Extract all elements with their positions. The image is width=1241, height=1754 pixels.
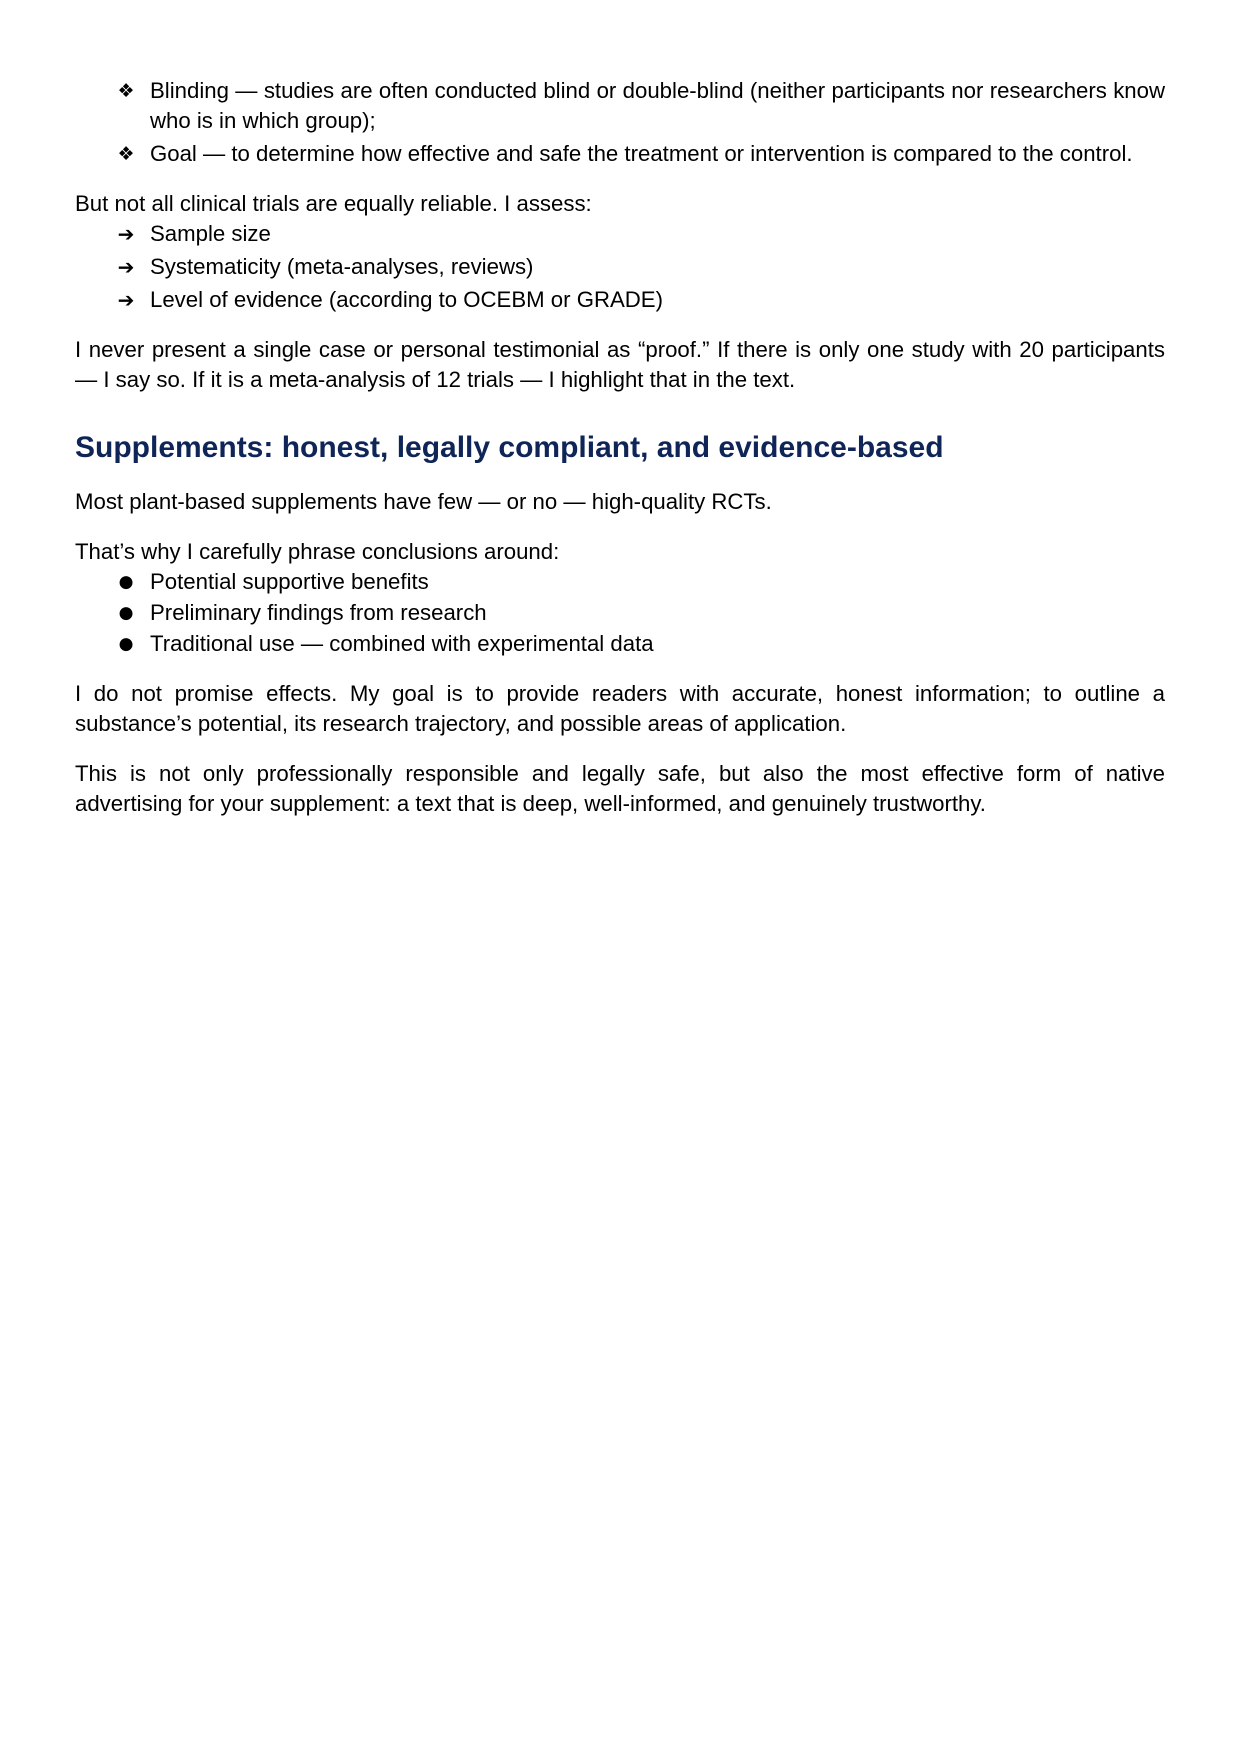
conclusion-list xyxy=(75,567,1165,659)
list-item xyxy=(75,598,1165,628)
proof-paragraph: I never present a single case or personal testimonial as “proof.” If there is only one study with 20 participants — I say so. If it is a meta-analysis of 12 trials — I highlight that in the text. xyxy=(75,337,1165,392)
dot-bullet-icon: ● xyxy=(118,572,134,592)
list-item-text: Preliminary findings from research xyxy=(150,600,487,625)
dot-bullet-icon: ● xyxy=(118,634,134,654)
list-item xyxy=(75,219,1165,249)
promise-paragraph: I do not promise effects. My goal is to provide readers with accurate, honest information; to outline a substance’s potential, its research trajectory, and possible areas of application. xyxy=(75,681,1165,736)
arrow-bullet-icon: ➔ xyxy=(117,288,135,312)
list-item-text: Level of evidence (according to OCEBM or GRADE) xyxy=(150,287,663,312)
section-heading: Supplements: honest, legally compliant, and evidence-based xyxy=(75,431,944,464)
list-item xyxy=(75,629,1165,659)
list-item xyxy=(75,76,1165,136)
arrow-bullet-icon: ➔ xyxy=(117,255,135,279)
list-item-text: Blinding — studies are often conducted blind or double-blind (neither participants nor researchers know who is in which group); xyxy=(150,78,1165,133)
phrase-paragraph: That’s why I carefully phrase conclusions around: xyxy=(75,539,560,564)
arrow-bullet-icon: ➔ xyxy=(117,222,135,246)
assess-criteria-list xyxy=(75,219,1165,315)
list-item xyxy=(75,139,1165,169)
dot-bullet-icon: ● xyxy=(118,603,134,623)
list-item-text: Systematicity (meta-analyses, reviews) xyxy=(150,254,534,279)
list-item xyxy=(75,567,1165,597)
list-item-text: Sample size xyxy=(150,221,271,246)
list-item xyxy=(75,285,1165,315)
native-advertising-paragraph: This is not only professionally responsible and legally safe, but also the most effective form of native advertising for your supplement: a text that is deep, well-informed, and genuinely trustworthy. xyxy=(75,761,1165,816)
list-item-text: Potential supportive benefits xyxy=(150,569,429,594)
methodology-bullet-list xyxy=(75,76,1165,169)
list-item-text: Traditional use — combined with experimental data xyxy=(150,631,654,656)
rcts-paragraph: Most plant-based supplements have few — or no — high-quality RCTs. xyxy=(75,489,772,514)
list-item xyxy=(75,252,1165,282)
assess-paragraph: But not all clinical trials are equally reliable. I assess: xyxy=(75,191,592,216)
diamond-bullet-icon: ❖ xyxy=(117,143,135,165)
list-item-text: Goal — to determine how effective and safe the treatment or intervention is compared to the control. xyxy=(150,141,1133,166)
diamond-bullet-icon: ❖ xyxy=(117,80,135,102)
document-page xyxy=(75,76,1165,819)
